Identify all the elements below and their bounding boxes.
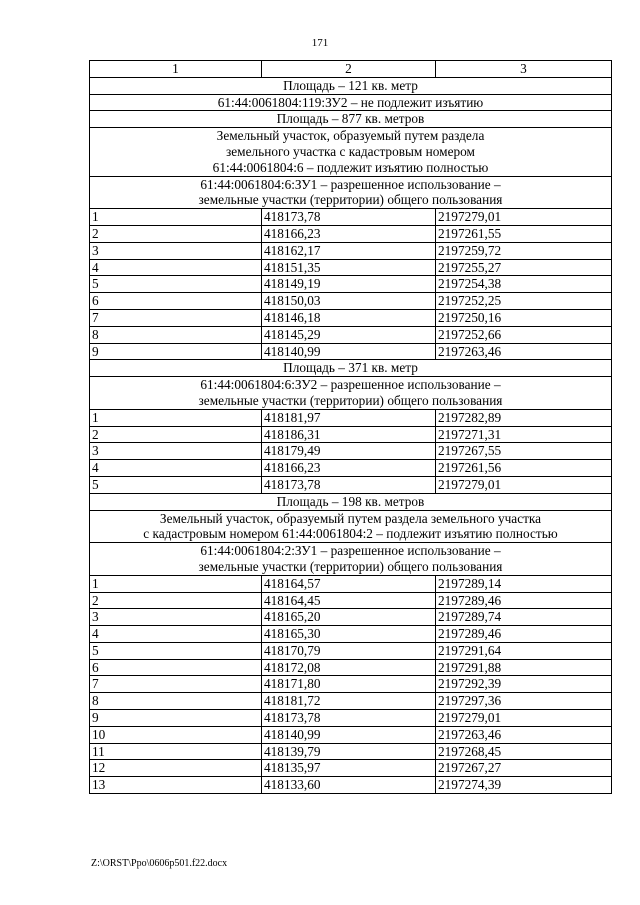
x-coordinate-cell: 418150,03 bbox=[262, 293, 436, 310]
x-coordinate-cell: 418179,49 bbox=[262, 443, 436, 460]
y-coordinate-cell: 2197279,01 bbox=[436, 710, 612, 727]
section-row bbox=[90, 510, 612, 543]
x-coordinate-cell: 418146,18 bbox=[262, 309, 436, 326]
y-coordinate-cell: 2197261,56 bbox=[436, 460, 612, 477]
y-coordinate-cell: 2197282,89 bbox=[436, 409, 612, 426]
coordinate-row bbox=[90, 693, 612, 710]
page-number: 171 bbox=[311, 37, 329, 49]
y-coordinate-cell: 2197271,31 bbox=[436, 426, 612, 443]
x-coordinate-cell: 418164,57 bbox=[262, 575, 436, 592]
y-coordinate-cell: 2197297,36 bbox=[436, 693, 612, 710]
x-coordinate-cell: 418166,23 bbox=[262, 225, 436, 242]
x-coordinate-cell: 418151,35 bbox=[262, 259, 436, 276]
x-coordinate-cell: 418145,29 bbox=[262, 326, 436, 343]
coordinate-row bbox=[90, 409, 612, 426]
x-coordinate-cell: 418165,30 bbox=[262, 626, 436, 643]
coordinate-row bbox=[90, 642, 612, 659]
x-coordinate-cell: 418170,79 bbox=[262, 642, 436, 659]
y-coordinate-cell: 2197279,01 bbox=[436, 476, 612, 493]
point-number-cell: 9 bbox=[90, 343, 262, 360]
section-row bbox=[90, 543, 612, 576]
section-line: 61:44:0061804:6:ЗУ2 – разрешенное использование – bbox=[200, 377, 501, 393]
coordinate-row bbox=[90, 592, 612, 609]
coordinate-row bbox=[90, 743, 612, 760]
coordinate-row bbox=[90, 209, 612, 226]
point-number-cell: 4 bbox=[90, 626, 262, 643]
coordinate-row bbox=[90, 259, 612, 276]
point-number-cell: 5 bbox=[90, 476, 262, 493]
y-coordinate-cell: 2197292,39 bbox=[436, 676, 612, 693]
section-cell bbox=[90, 543, 612, 576]
coordinate-row bbox=[90, 443, 612, 460]
y-coordinate-cell: 2197263,46 bbox=[436, 343, 612, 360]
y-coordinate-cell: 2197289,14 bbox=[436, 575, 612, 592]
point-number-cell: 7 bbox=[90, 676, 262, 693]
coordinate-row bbox=[90, 309, 612, 326]
y-coordinate-cell: 2197268,45 bbox=[436, 743, 612, 760]
point-number-cell: 13 bbox=[90, 777, 262, 794]
point-number-cell: 9 bbox=[90, 710, 262, 727]
point-number-cell: 3 bbox=[90, 609, 262, 626]
coordinate-row bbox=[90, 710, 612, 727]
y-coordinate-cell: 2197263,46 bbox=[436, 726, 612, 743]
coordinate-row bbox=[90, 676, 612, 693]
table-header-row bbox=[90, 61, 612, 78]
point-number-cell: 1 bbox=[90, 575, 262, 592]
y-coordinate-cell: 2197261,55 bbox=[436, 225, 612, 242]
point-number-cell: 6 bbox=[90, 293, 262, 310]
y-coordinate-cell: 2197252,66 bbox=[436, 326, 612, 343]
point-number-cell: 2 bbox=[90, 426, 262, 443]
coordinate-row bbox=[90, 760, 612, 777]
y-coordinate-cell: 2197289,46 bbox=[436, 592, 612, 609]
coordinate-row bbox=[90, 343, 612, 360]
section-line: Земельный участок, образуемый путем раздела bbox=[216, 128, 485, 144]
x-coordinate-cell: 418171,80 bbox=[262, 676, 436, 693]
point-number-cell: 1 bbox=[90, 409, 262, 426]
point-number-cell: 3 bbox=[90, 443, 262, 460]
point-number-cell: 2 bbox=[90, 592, 262, 609]
x-coordinate-cell: 418172,08 bbox=[262, 659, 436, 676]
point-number-cell: 5 bbox=[90, 276, 262, 293]
y-coordinate-cell: 2197291,64 bbox=[436, 642, 612, 659]
coordinate-row bbox=[90, 777, 612, 794]
section-row bbox=[90, 176, 612, 209]
section-line: земельные участки (территории) общего пользования bbox=[198, 558, 503, 574]
section-row bbox=[90, 77, 612, 94]
point-number-cell: 8 bbox=[90, 326, 262, 343]
x-coordinate-cell: 418186,31 bbox=[262, 426, 436, 443]
coordinate-row bbox=[90, 626, 612, 643]
point-number-cell: 5 bbox=[90, 642, 262, 659]
x-coordinate-cell: 418181,72 bbox=[262, 693, 436, 710]
header-cell-2: 2 bbox=[262, 61, 436, 78]
y-coordinate-cell: 2197267,55 bbox=[436, 443, 612, 460]
section-cell bbox=[90, 176, 612, 209]
y-coordinate-cell: 2197259,72 bbox=[436, 242, 612, 259]
y-coordinate-cell: 2197279,01 bbox=[436, 209, 612, 226]
section-row bbox=[90, 377, 612, 410]
x-coordinate-cell: 418173,78 bbox=[262, 710, 436, 727]
section-row bbox=[90, 360, 612, 377]
coordinate-row bbox=[90, 726, 612, 743]
header-cell-3: 3 bbox=[436, 61, 612, 78]
coordinates-table bbox=[89, 60, 612, 794]
coordinate-row bbox=[90, 326, 612, 343]
section-cell bbox=[90, 128, 612, 176]
y-coordinate-cell: 2197250,16 bbox=[436, 309, 612, 326]
coordinate-row bbox=[90, 575, 612, 592]
point-number-cell: 1 bbox=[90, 209, 262, 226]
section-row bbox=[90, 128, 612, 176]
y-coordinate-cell: 2197289,74 bbox=[436, 609, 612, 626]
file-path-footer: Z:\ORST\Ppo\0606p501.f22.docx bbox=[91, 858, 228, 869]
x-coordinate-cell: 418133,60 bbox=[262, 777, 436, 794]
section-row bbox=[90, 493, 612, 510]
section-cell bbox=[90, 377, 612, 410]
point-number-cell: 2 bbox=[90, 225, 262, 242]
y-coordinate-cell: 2197252,25 bbox=[436, 293, 612, 310]
point-number-cell: 8 bbox=[90, 693, 262, 710]
y-coordinate-cell: 2197255,27 bbox=[436, 259, 612, 276]
y-coordinate-cell: 2197291,88 bbox=[436, 659, 612, 676]
x-coordinate-cell: 418164,45 bbox=[262, 592, 436, 609]
section-cell: Площадь – 371 кв. метр bbox=[90, 360, 612, 377]
section-line: земельные участки (территории) общего пользования bbox=[198, 192, 503, 208]
point-number-cell: 4 bbox=[90, 259, 262, 276]
x-coordinate-cell: 418149,19 bbox=[262, 276, 436, 293]
section-cell bbox=[90, 510, 612, 543]
section-cell: Площадь – 198 кв. метров bbox=[90, 493, 612, 510]
x-coordinate-cell: 418162,17 bbox=[262, 242, 436, 259]
y-coordinate-cell: 2197254,38 bbox=[436, 276, 612, 293]
x-coordinate-cell: 418166,23 bbox=[262, 460, 436, 477]
section-line: земельного участка с кадастровым номером bbox=[226, 143, 475, 159]
point-number-cell: 12 bbox=[90, 760, 262, 777]
section-line: с кадастровым номером 61:44:0061804:2 – подлежит изъятию полностью bbox=[143, 526, 558, 542]
coordinate-row bbox=[90, 609, 612, 626]
coordinate-row bbox=[90, 460, 612, 477]
point-number-cell: 11 bbox=[90, 743, 262, 760]
point-number-cell: 3 bbox=[90, 242, 262, 259]
section-line: 61:44:0061804:6 – подлежит изъятию полностью bbox=[212, 159, 489, 175]
x-coordinate-cell: 418135,97 bbox=[262, 760, 436, 777]
x-coordinate-cell: 418173,78 bbox=[262, 476, 436, 493]
y-coordinate-cell: 2197267,27 bbox=[436, 760, 612, 777]
x-coordinate-cell: 418140,99 bbox=[262, 343, 436, 360]
y-coordinate-cell: 2197289,46 bbox=[436, 626, 612, 643]
header-cell-1: 1 bbox=[90, 61, 262, 78]
section-line: земельные участки (территории) общего пользования bbox=[198, 392, 503, 408]
coordinate-row bbox=[90, 242, 612, 259]
coordinate-row bbox=[90, 293, 612, 310]
x-coordinate-cell: 418165,20 bbox=[262, 609, 436, 626]
section-cell: 61:44:0061804:119:ЗУ2 – не подлежит изъятию bbox=[90, 94, 612, 111]
coordinate-row bbox=[90, 426, 612, 443]
section-line: 61:44:0061804:2:ЗУ1 – разрешенное использование – bbox=[200, 543, 501, 559]
section-row bbox=[90, 111, 612, 128]
x-coordinate-cell: 418140,99 bbox=[262, 726, 436, 743]
section-line: 61:44:0061804:6:ЗУ1 – разрешенное использование – bbox=[200, 176, 501, 192]
coordinate-row bbox=[90, 476, 612, 493]
point-number-cell: 6 bbox=[90, 659, 262, 676]
x-coordinate-cell: 418139,79 bbox=[262, 743, 436, 760]
y-coordinate-cell: 2197274,39 bbox=[436, 777, 612, 794]
point-number-cell: 10 bbox=[90, 726, 262, 743]
section-cell: Площадь – 121 кв. метр bbox=[90, 77, 612, 94]
coordinate-row bbox=[90, 276, 612, 293]
point-number-cell: 7 bbox=[90, 309, 262, 326]
section-cell: Площадь – 877 кв. метров bbox=[90, 111, 612, 128]
coordinate-row bbox=[90, 659, 612, 676]
coordinate-row bbox=[90, 225, 612, 242]
x-coordinate-cell: 418181,97 bbox=[262, 409, 436, 426]
section-row bbox=[90, 94, 612, 111]
section-line: Земельный участок, образуемый путем раздела земельного участка bbox=[159, 510, 542, 526]
point-number-cell: 4 bbox=[90, 460, 262, 477]
x-coordinate-cell: 418173,78 bbox=[262, 209, 436, 226]
